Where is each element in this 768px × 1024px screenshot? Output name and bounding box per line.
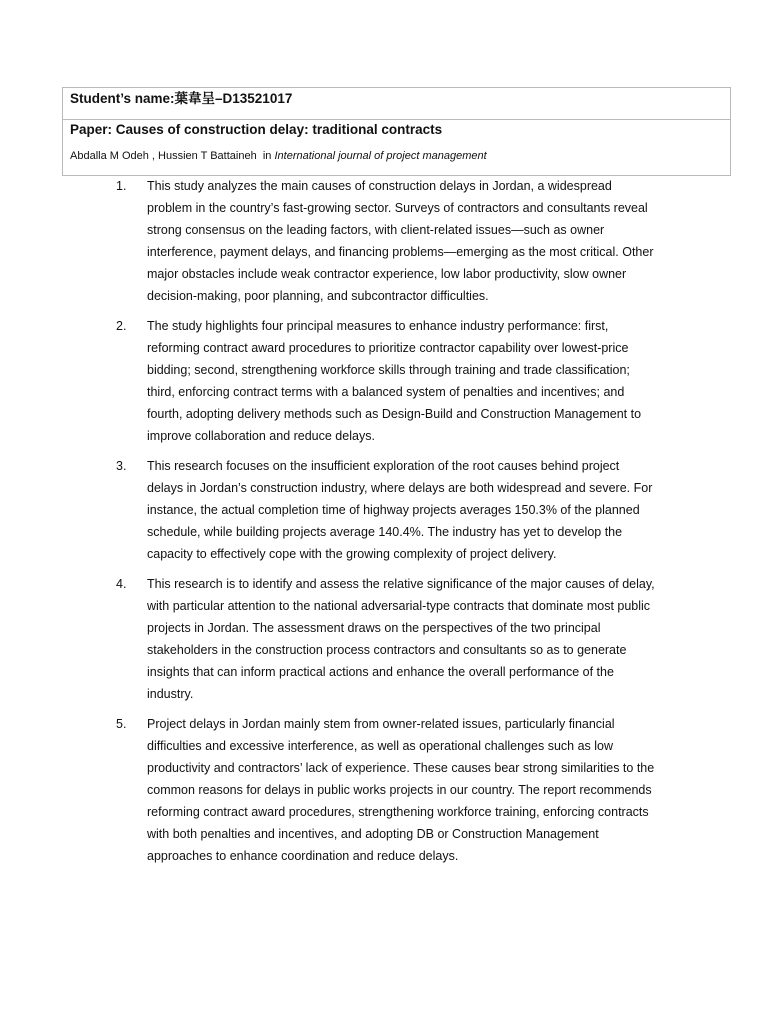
paper-title: Causes of construction delay: traditional contracts: [115, 122, 443, 137]
in-word: in: [262, 150, 272, 162]
student-row: [63, 88, 730, 120]
list-item-text: This research is to identify and assess the relative significance of the major causes of delay, with particular attention to the national adversarial-type contracts that dominate most public projects in Jordan. The assessment draws on the perspectives of the two principal stakeholders in the construction process contractors and consultants so as to generate insights that can inform practical actions and enhance the overall performance of the industry.: [147, 577, 655, 701]
header-table: [62, 87, 731, 176]
list-item-text: Project delays in Jordan mainly stem from owner-related issues, particularly financial difficulties and excessive interference, as well as operational challenges such as low productivity and contractors’ lack of experience. These causes bear strong similarities to the common reasons for delays in public works projects in our country. The report recommends reforming contract award procedures, strengthening workforce training, enforcing contracts with both penalties and incentives, and adopting DB or Construction Management approaches to enhance coordination and reduce delays.: [147, 717, 655, 863]
list-item-number: 1.: [116, 179, 127, 193]
journal-name: International journal of project management: [274, 150, 487, 162]
paper-title-line: [70, 121, 730, 139]
paper-row: [63, 120, 730, 175]
list-item: [0, 455, 768, 565]
list-item: [0, 175, 768, 307]
list-item-text: The study highlights four principal measures to enhance industry performance: first, reforming contract award procedures to prioritize contractor capability over lowest-price bidding; second, strengthening workforce skills through training and trade classification; third, enforcing contract terms with a balanced system of penalties and incentives; and fourth, adopting delivery methods such as Design-Build and Construction Management to improve collaboration and reduce delays.: [147, 319, 642, 443]
list-item: [0, 573, 768, 705]
list-item-number: 2.: [116, 319, 127, 333]
list-item-number: 4.: [116, 577, 127, 591]
summary-list: [0, 175, 768, 875]
student-value: 葉韋呈–D13521017: [174, 91, 293, 106]
list-item: [0, 315, 768, 447]
list-item-text: This research focuses on the insufficient exploration of the root causes behind project delays in Jordan’s construction industry, where delays are both widespread and severe. For instance, the actual completion time of highway projects averages 150.3% of the planned schedule, while building projects average 140.4%. The industry has yet to develop the capacity to effectively cope with the growing complexity of project delivery.: [147, 459, 653, 561]
paper-label: Paper:: [70, 122, 116, 137]
paper-authors-line: [70, 149, 730, 163]
list-item-text: This study analyzes the main causes of construction delays in Jordan, a widespread problem in the country’s fast-growing sector. Surveys of contractors and consultants reveal strong consensus on the leading factors, with client-related issues—such as owner interference, payment delays, and financing problems—emerging as the most critical. Other major obstacles include weak contractor experience, low labor productivity, slow owner decision-making, poor planning, and subcontractor difficulties.: [147, 179, 654, 303]
list-item: [0, 713, 768, 867]
paper-authors: Abdalla M Odeh , Hussien T Battaineh: [70, 150, 257, 162]
list-item-number: 3.: [116, 459, 127, 473]
student-label: Student’s name:: [70, 91, 175, 106]
list-item-number: 5.: [116, 717, 127, 731]
